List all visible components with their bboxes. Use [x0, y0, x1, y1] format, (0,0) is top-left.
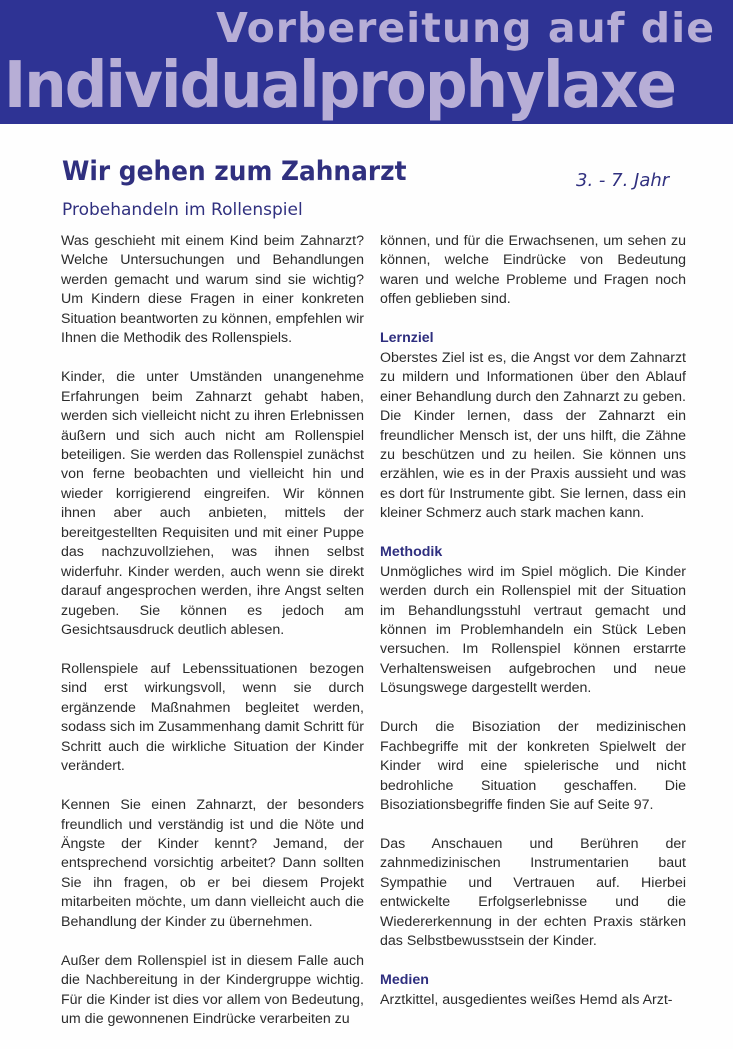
paragraph: Außer dem Rollenspiel ist in diesem Falle auch die Nachbereitung in der Kindergruppe wichtig. Für die Kinder ist dies vor allem von Bedeutung, um die gewonnenen Eindrücke verarbeiten zu [61, 952, 364, 1028]
age-range-label: 3. - 7. Jahr [576, 170, 670, 191]
paragraph: Unmögliches wird im Spiel möglich. Die Kinder werden durch ein Rollenspiel mit der Situation im Behandlungsstuhl vertraut gemacht und können im Problemhandeln ein Stück Leben versuchen. Im Rollenspiel können erstarrte Verhaltensweisen aufgebrochen und neue Lösungswege dargestellt werden. [380, 563, 686, 697]
paragraph: Arztkittel, ausgedientes weißes Hemd als Arzt- [380, 991, 673, 1008]
section-lernziel [380, 329, 686, 524]
paragraph: Kinder, die unter Umständen unangenehme Erfahrungen beim Zahnarzt gehabt haben, werden sich vielleicht nicht zu ihren Erlebnissen äußern und sich auch nicht am Rollenspiel beteiligen. Sie werden das Rollenspiel zunächst von ferne beobachten und vielleicht hin und wieder korrigierend eingreifen. Wir können ihnen aber auch anbieten, mittels der bereitgestellten Requisiten und mit einer Puppe das nachzuvollziehen, was ihnen selbst widerfuhr. Kinder werden, auch wenn sie direkt darauf angesprochen werden, ihre Angst selten zugeben. Sie können es jedoch am Gesichtsausdruck deutlich ablesen. [61, 369, 364, 639]
paragraph-continued: können, und für die Erwachsenen, um sehen zu können, welche Eindrücke von Bedeutung waren und welche Probleme und Fragen noch offen geblieben sind. [380, 233, 686, 308]
section-heading: Medien [380, 972, 429, 989]
paragraph: Kennen Sie einen Zahnarzt, der besonders freundlich und verständig ist und die Nöte und Ängste der Kinder kennt? Jemand, der entsprechend vorsichtig arbeitet? Dann sollten Sie ihn fragen, ob er bei diesem Projekt mitarbeiten möchte, um dann vielleicht auch die Behandlung der Kinder zu übernehmen. [61, 797, 364, 930]
banner-title-line-1: Vorbereitung auf die [216, 4, 715, 52]
left-column [61, 232, 364, 1049]
paragraph: Durch die Bisoziation der medizinischen Fachbegriffe mit der konkreten Spielwelt der Kinder wird eine spielerische und nicht bedrohliche Situation geschaffen. Die Bisoziationsbegriffe finden Sie auf Seite 97. [380, 719, 686, 814]
paragraph: Oberstes Ziel ist es, die Angst vor dem Zahnarzt zu mildern und Informationen über den Ablauf einer Behandlung durch den Zahnarzt zu geben. Die Kinder lernen, dass der Zahnarzt ein freundlicher Mensch ist, der uns hilft, die Zähne zu beschützen und zu heilen. Sie können uns erzählen, wie es in der Praxis aussieht und was es dort für Instrumente gibt. Sie lernen, dass ein kleiner Schmerz auch stark machen kann. [380, 349, 686, 522]
right-column [380, 232, 686, 1010]
section-methodik [380, 543, 686, 951]
paragraph: Das Anschauen und Berühren der zahnmedizinischen Instrumentarien baut Sympathie und Vertrauen auf. Hierbei entwickelte Erfolgserlebnisse und die Wiedererkennung in der echten Praxis stärken das Selbstbewusstsein der Kinder. [380, 835, 686, 950]
section-heading: Lernziel [380, 330, 434, 347]
section-heading: Methodik [380, 544, 443, 561]
paragraph: Rollenspiele auf Lebenssituationen bezogen sind erst wirkungsvoll, wenn sie durch ergänzende Maßnahmen begleitet werden, sodass sich im Zusammenhang damit Schritt für Schritt auch die wirkliche Situation der Kinder verändert. [61, 660, 364, 775]
section-medien [380, 971, 686, 1010]
page-subtitle: Probehandeln im Rollenspiel [62, 200, 303, 220]
page-title: Wir gehen zum Zahnarzt [62, 156, 407, 187]
paragraph: Was geschieht mit einem Kind beim Zahnarzt? Welche Untersuchungen und Behandlungen werden gemacht und warum sind sie wichtig? Um Kindern diese Fragen in einer konkreten Situation beantworten zu können, empfehlen wir Ihnen die Methodik des Rollenspiels. [61, 233, 364, 347]
banner-title-line-2: Individualprophylaxe [4, 49, 676, 123]
